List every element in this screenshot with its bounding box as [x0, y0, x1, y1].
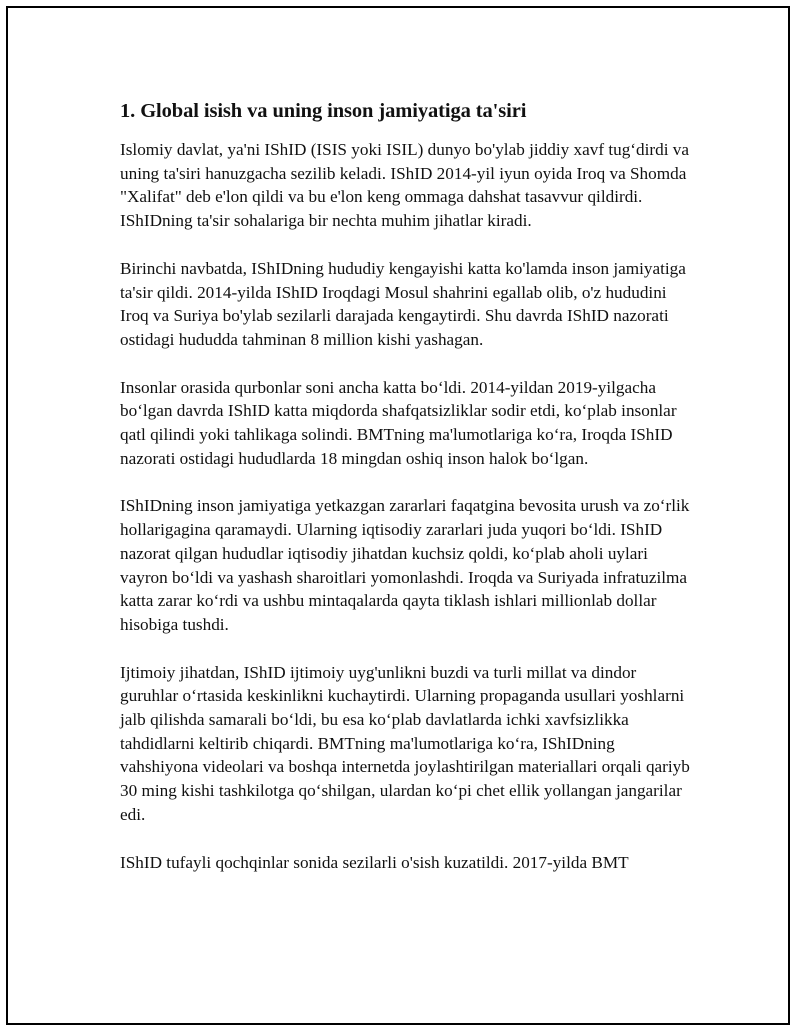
- page-frame: [6, 6, 790, 1025]
- paragraph-economic-damage: IShIDning inson jamiyatiga yetkazgan zararlari faqatgina bevosita urush va zo‘rlik hollarigagina qaramaydi. Ularning iqtisodiy zararlari juda yuqori bo‘ldi. IShID nazorat qilgan hududlar iqtisodiy jihatdan kuchsiz qoldi, ko‘plab aholi uylari vayron bo‘ldi va yashash sharoitlari yomonlashdi. Iroqda va Suriyada infratuzilma katta zarar ko‘rdi va ushbu mintaqalarda qayta tiklash ishlari millionlab dollar hisobiga tushdi.: [120, 496, 690, 634]
- paragraph-social-impact: Ijtimoiy jihatdan, IShID ijtimoiy uyg'unlikni buzdi va turli millat va dindor guruhlar o‘rtasida keskinlikni kuchaytirdi. Ularning propaganda usullari yoshlarni jalb qilishda samarali bo‘ldi, bu esa ko‘plab davlatlarda ichki xavfsizlikka tahdidlarni keltirib chiqardi. BMTning ma'lumotlariga ko‘ra, IShIDning vahshiyona videolari va boshqa internetda joylashtirilgan materiallari orqali qariyb 30 ming kishi tashkilotga qo‘shilgan, ulardan ko‘pi chet ellik yollangan jangarilar edi.: [120, 662, 690, 824]
- paragraph-intro: Islomiy davlat, ya'ni IShID (ISIS yoki ISIL) dunyo bo'ylab jiddiy xavf tug‘dirdi va uning ta'siri hanuzgacha sezilib keladi. IShID 2014-yil iyun oyida Iroq va Shomda "Xalifat" deb e'lon qildi va bu e'lon keng ommaga dahshat tasavvur qildirdi. IShIDning ta'sir sohalariga bir nechta muhim jihatlar kiradi.: [120, 140, 690, 231]
- section-heading: 1. Global isish va uning inson jamiyatiga ta'siri: [120, 100, 527, 122]
- paragraph-casualties: Insonlar orasida qurbonlar soni ancha katta bo‘ldi. 2014-yildan 2019-yilgacha bo‘lgan davrda IShID katta miqdorda shafqatsizliklar sodir etdi, ko‘plab insonlar qatl qilindi yoki tahlikaga solindi. BMTning ma'lumotlariga ko‘ra, Iroqda IShID nazorati ostidagi hududlarda 18 mingdan oshiq inson halok bo‘lgan.: [120, 377, 677, 468]
- paragraph-refugees: IShID tufayli qochqinlar sonida sezilarli o'sish kuzatildi. 2017-yilda BMT: [120, 852, 629, 872]
- document-body: [120, 98, 690, 898]
- paragraph-territorial-expansion: Birinchi navbatda, IShIDning hududiy kengayishi katta ko'lamda inson jamiyatiga ta'sir qildi. 2014-yilda IShID Iroqdagi Mosul shahrini egallab olib, o'z hududini Iroq va Suriya bo'ylab sezilarli darajada kengaytirdi. Shu davrda IShID nazorati ostidagi hududda tahminan 8 million kishi yashagan.: [120, 258, 686, 349]
